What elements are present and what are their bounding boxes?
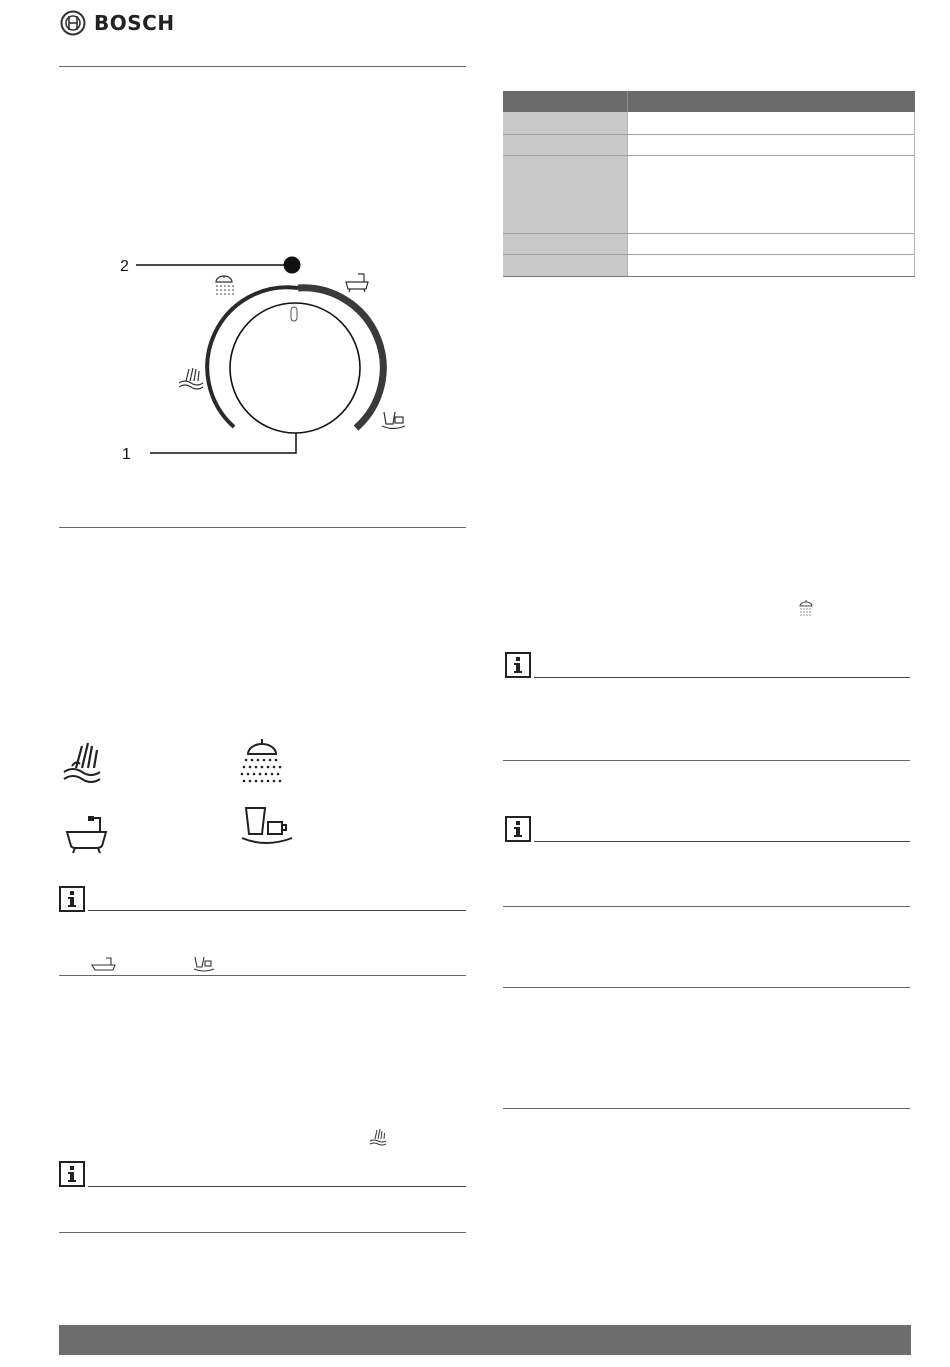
table-row [503,233,915,254]
cup-icon [382,412,405,429]
callout-label-1: 1 [122,446,131,463]
section-rule [534,841,910,842]
table-row [503,112,915,134]
section-rule [88,910,466,911]
temperature-knob[interactable] [230,303,360,433]
hand-wash-icon [62,738,110,789]
section-rule [503,760,910,761]
bosch-logo-icon [60,10,86,36]
section-rule [59,975,466,976]
table-header-cell [628,91,915,112]
table-header-row [503,91,915,112]
bath-icon [346,274,368,292]
specification-table [503,91,915,277]
table-header-cell [503,91,628,112]
bath-icon [91,956,117,977]
section-rule [59,527,466,528]
shower-icon [240,738,284,789]
info-icon [59,1161,85,1187]
brand-name: BOSCH [94,11,175,35]
section-rule [503,987,910,988]
temperature-dial-figure [100,230,440,480]
section-rule [503,906,910,907]
info-icon [505,816,531,842]
hand-wash-icon [369,1128,387,1151]
indicator-dot [284,257,301,274]
section-rule [88,1186,466,1187]
shower-icon [216,276,234,295]
callout-label-2: 2 [120,258,129,275]
section-rule [59,66,466,67]
section-rule [503,1108,910,1109]
table-row [503,254,915,276]
info-icon [505,652,531,678]
table-row [503,134,915,155]
info-icon [59,886,85,912]
shower-icon [798,600,814,623]
cup-icon [240,806,296,853]
hand-wash-icon [179,368,203,389]
section-rule [59,1232,466,1233]
footer-bar [59,1325,911,1355]
section-rule [534,677,910,678]
table-row [503,155,915,233]
bath-icon [64,814,110,859]
